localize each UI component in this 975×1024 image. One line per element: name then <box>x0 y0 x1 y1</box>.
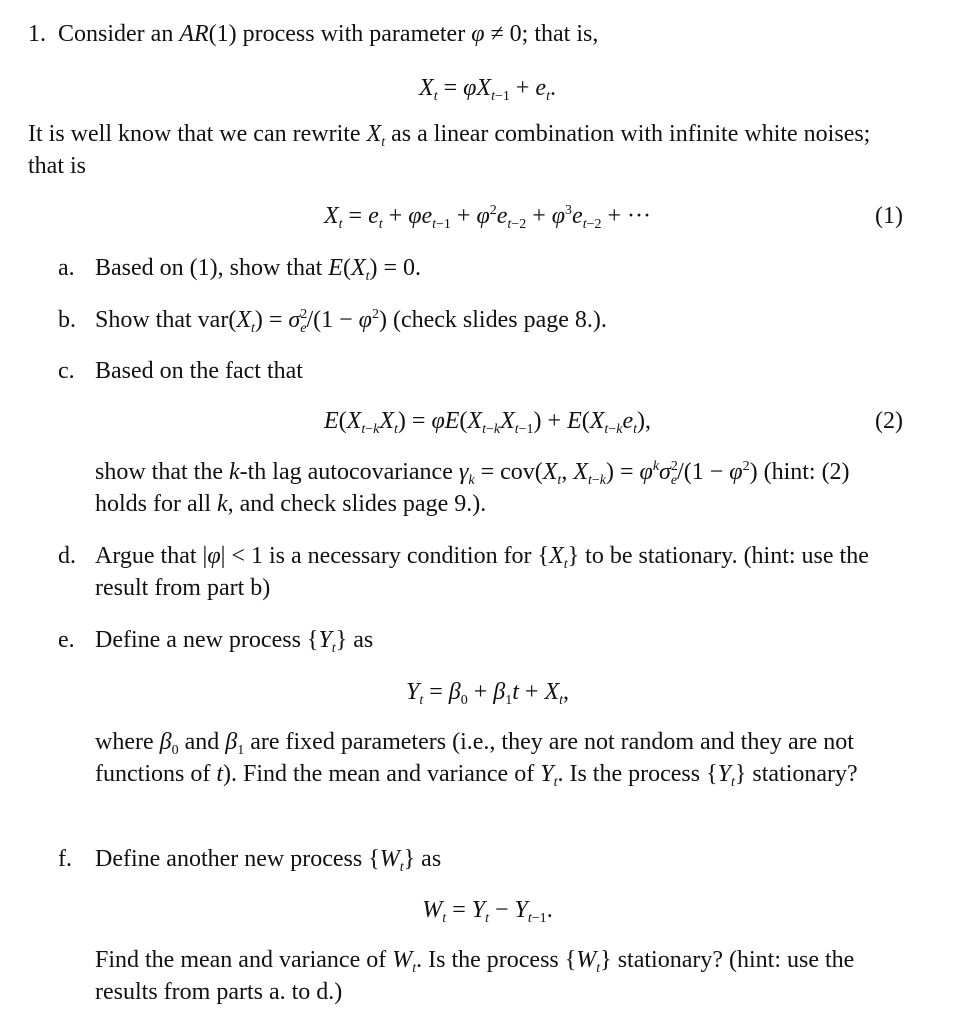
equation-2-label: (2) <box>875 408 903 434</box>
part-d <box>58 540 903 604</box>
part-d-label: d. <box>58 543 76 569</box>
part-c-after: show that the k-th lag autocovariance $\gamma_k = cov(X_t$, $X_{t-k}) = \varphi^k\sigma^2_e/(1 - \varphi^2)$ (hint: (2) holds for all k, and check slides page 9.). <box>95 459 850 517</box>
part-f <box>58 843 903 875</box>
part-c-label: c. <box>58 358 75 384</box>
equation-2: $E(X_{t-k}X_t) = \varphi E(X_{t-k}X_{t-1}) + E(X_{t-k}e_t)$, <box>324 408 651 437</box>
part-f-text: Define another new process $\{W_t\}$ as <box>95 846 442 875</box>
part-e <box>58 624 903 656</box>
problem-intro: 1. Consider an AR(1) process with parameter φ ≠ 0; that is, <box>28 21 599 47</box>
part-e-after: where $\beta_0$ and $\beta_1$ are fixed parameters (i.e., they are not random and they are not functions of t). Find the mean and variance of $Y_t$. Is the process $\{Y_t\}$ stationary? <box>95 729 858 790</box>
part-b-text: Show that $var(X_t) = \sigma^2_e/(1 - \varphi^2)$ (check slides page 8.). <box>95 307 607 336</box>
part-d-text: Argue that |φ| < 1 is a necessary condition for $\{X_t\}$ to be stationary. (hint: use the result from part b) <box>95 543 869 601</box>
part-c <box>58 355 903 387</box>
part-b <box>58 304 903 336</box>
equation-ar1: $X_t = \varphi X_{t-1} + e_t$. <box>419 75 556 104</box>
problem-statement: It is well know that we can rewrite $X_t$ as a linear combination with infinite white noises; that is <box>28 121 871 179</box>
equation-1: $X_t = e_t + \varphi e_{t-1} + \varphi^2e_{t-2} + \varphi^3e_{t-2}$ + ··· <box>323 203 651 232</box>
part-c-text: Based on the fact that <box>95 358 303 384</box>
part-a-text: Based on (1), show that $E(X_t) = 0$. <box>95 255 422 284</box>
part-f-label: f. <box>58 846 72 872</box>
part-e-label: e. <box>58 627 75 653</box>
part-f-after: Find the mean and variance of $W_t$. Is the process $\{W_t\}$ stationary? (hint: use the results from parts a. to d.) <box>95 947 855 1005</box>
part-b-label: b. <box>58 307 76 333</box>
part-a-label: a. <box>58 255 75 281</box>
part-a <box>58 252 903 284</box>
problem-number: 1. <box>28 21 46 47</box>
equation-y: $Y_t = \beta_0 + \beta_1t + X_t$, <box>405 679 570 708</box>
equation-w: $W_t = Y_t - Y_{t-1}$. <box>422 897 553 926</box>
part-e-text: Define a new process $\{Y_t\}$ as <box>95 627 374 656</box>
equation-1-label: (1) <box>875 203 903 229</box>
